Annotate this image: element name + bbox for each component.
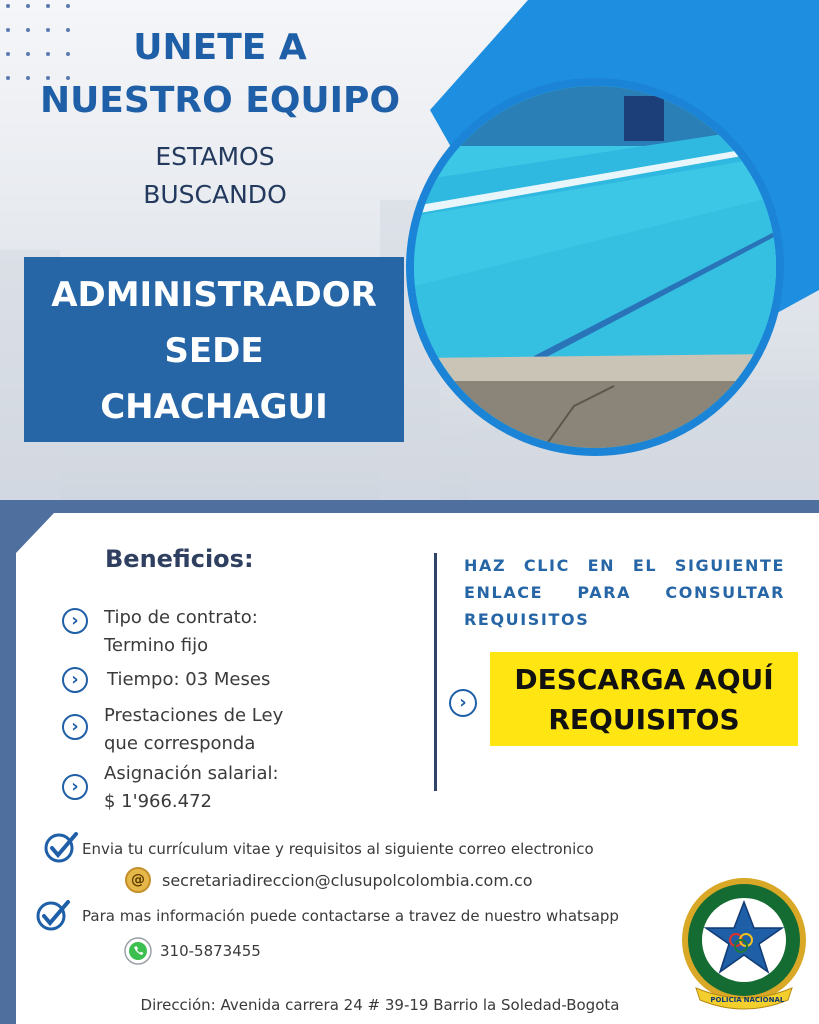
whatsapp-icon	[123, 936, 153, 966]
chevron-right-icon: ›	[62, 667, 88, 693]
chevron-right-icon: ›	[62, 774, 88, 800]
headline-line2: NUESTRO EQUIPO	[39, 80, 401, 121]
column-divider	[434, 553, 437, 791]
email-instruction: Envia tu currículum vitae y requisitos al siguiente correo electronico	[82, 840, 594, 858]
seal-ribbon-left: POLICIA	[710, 996, 742, 1004]
benefit-line1: Prestaciones de Ley	[104, 705, 284, 726]
cta-text: HAZ CLIC EN EL SIGUIENTE ENLACE PARA CONSULTAR REQUISITOS	[464, 556, 785, 629]
benefit-line2: Termino fijo	[104, 635, 209, 656]
chevron-right-icon: ›	[62, 714, 88, 740]
job-title-box	[24, 257, 404, 442]
benefit-line2: $ 1'966.472	[104, 791, 213, 812]
benefit-line1: Tiempo: 03 Meses	[107, 669, 271, 690]
seal-ribbon-right: NACIONAL	[743, 996, 785, 1004]
job-title-line2: SEDE	[164, 331, 264, 371]
benefit-line2: que corresponda	[104, 733, 256, 754]
benefit-line1: Tipo de contrato:	[104, 607, 258, 628]
download-button-line2: REQUISITOS	[548, 703, 740, 736]
check-circle-icon	[36, 898, 70, 932]
email-at-icon: @	[125, 867, 151, 893]
subheadline-line2: BUSCANDO	[143, 180, 287, 209]
email-address[interactable]: secretariadireccion@clusupolcolombia.com.co	[162, 871, 533, 890]
check-circle-icon	[44, 830, 78, 864]
chevron-right-icon: ›	[449, 689, 477, 717]
job-title-line3: CHACHAGUI	[100, 387, 328, 427]
job-title-line1: ADMINISTRADOR	[51, 275, 377, 315]
benefit-line1: Asignación salarial:	[104, 763, 279, 784]
pool-photo-frame	[406, 78, 784, 456]
whatsapp-instruction: Para mas información puede contactarse a travez de nuestro whatsapp	[82, 907, 619, 925]
benefits-title: Beneficios:	[105, 545, 254, 573]
download-button-line1: DESCARGA AQUÍ	[514, 663, 774, 696]
headline-line1: UNETE A	[133, 27, 307, 68]
phone-number[interactable]: 310-5873455	[160, 942, 261, 960]
address: Dirección: Avenida carrera 24 # 39-19 Barrio la Soledad-Bogota	[140, 996, 620, 1014]
download-requirements-button[interactable]	[490, 652, 798, 746]
chevron-right-icon: ›	[62, 608, 88, 634]
pool-photo	[414, 86, 776, 448]
police-club-seal-logo	[680, 876, 808, 1016]
subheadline-line1: ESTAMOS	[155, 142, 275, 171]
